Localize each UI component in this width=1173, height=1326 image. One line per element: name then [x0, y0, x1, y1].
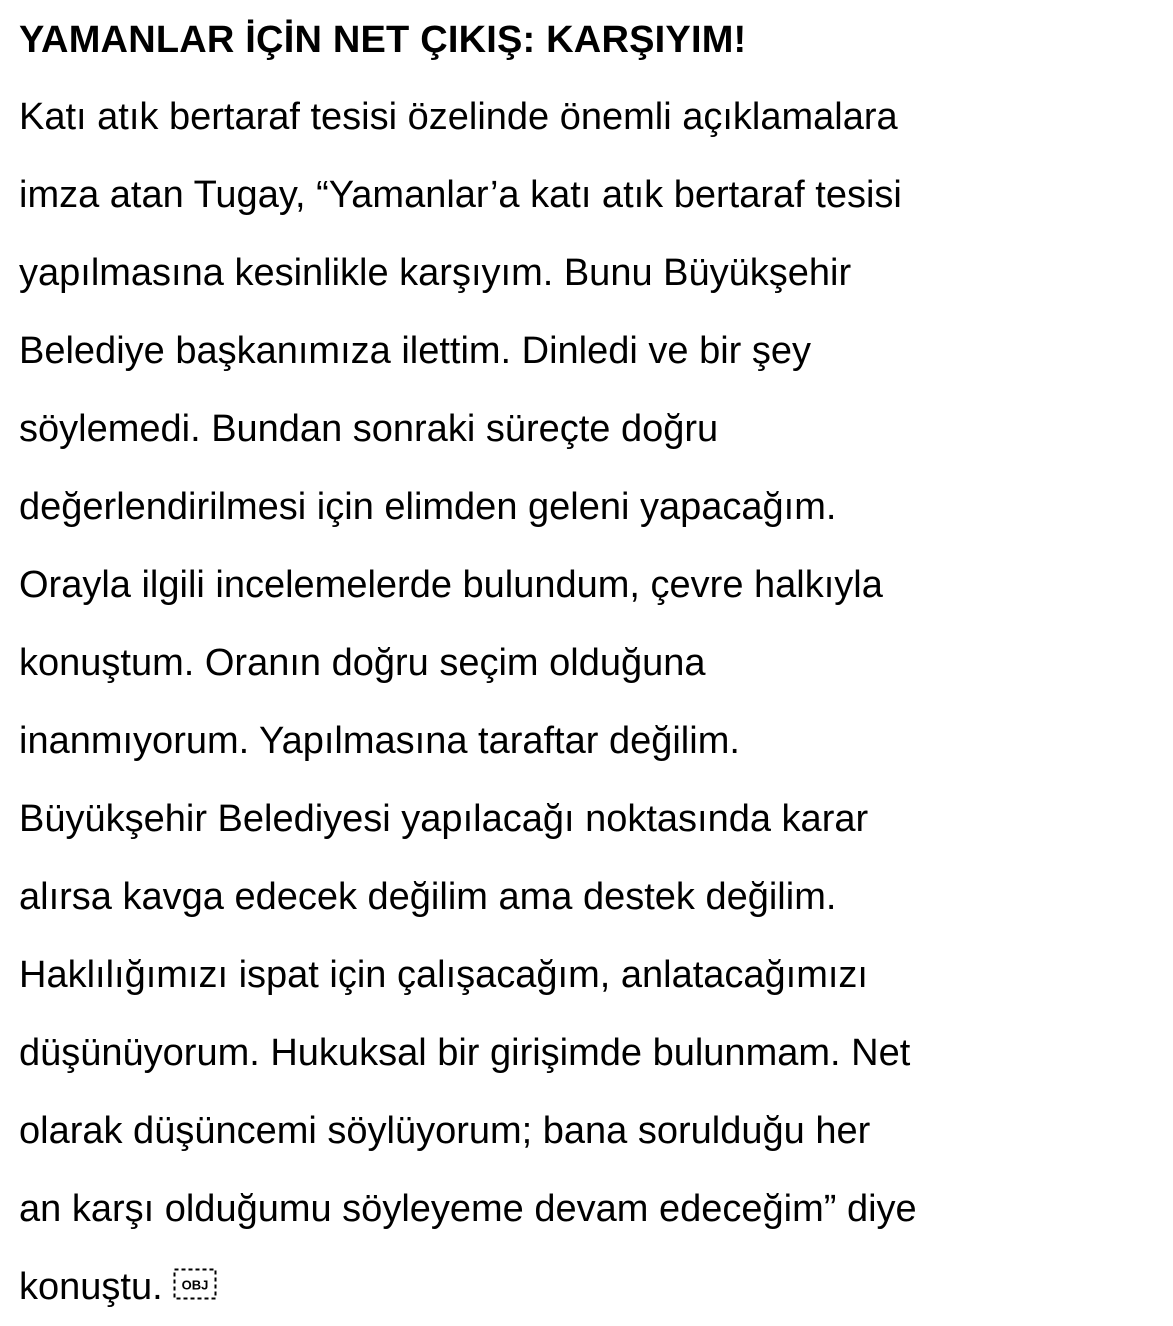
body-line: düşünüyorum. Hukuksal bir girişimde bulunmam. Net — [19, 1032, 911, 1074]
body-line: konuştum. Oranın doğru seçim olduğuna — [19, 642, 706, 684]
headline: YAMANLAR İÇİN NET ÇIKIŞ: KARŞIYIM! — [19, 19, 747, 61]
article-body — [19, 78, 1169, 1326]
body-line: inanmıyorum. Yapılmasına taraftar değilim. — [19, 720, 740, 762]
body-line: Büyükşehir Belediyesi yapılacağı noktasında karar — [19, 798, 869, 840]
body-line-last — [19, 1248, 1169, 1326]
body-line: söylemedi. Bundan sonraki süreçte doğru — [19, 408, 719, 450]
article — [19, 8, 1169, 1326]
body-line: Katı atık bertaraf tesisi özelinde önemli açıklamalara — [19, 96, 898, 138]
body-line-text: konuştu. — [19, 1266, 163, 1308]
body-line: Belediye başkanımıza ilettim. Dinledi ve bir şey — [19, 330, 812, 372]
body-line: alırsa kavga edecek değilim ama destek değilim. — [19, 876, 837, 918]
body-line: yapılmasına kesinlikle karşıyım. Bunu Büyükşehir — [19, 252, 852, 294]
object-replacement-label: OBJ — [181, 1277, 209, 1293]
object-replacement-icon — [173, 1268, 217, 1300]
body-line: an karşı olduğumu söyleyeme devam edeceğim” diye — [19, 1188, 917, 1230]
body-line: değerlendirilmesi için elimden geleni yapacağım. — [19, 486, 837, 528]
body-line: imza atan Tugay, “Yamanlar’a katı atık bertaraf tesisi — [19, 174, 902, 216]
body-line: olarak düşüncemi söylüyorum; bana sorulduğu her — [19, 1110, 871, 1152]
body-line: Orayla ilgili incelemelerde bulundum, çevre halkıyla — [19, 564, 883, 606]
body-line: Haklılığımızı ispat için çalışacağım, anlatacağımızı — [19, 954, 868, 996]
